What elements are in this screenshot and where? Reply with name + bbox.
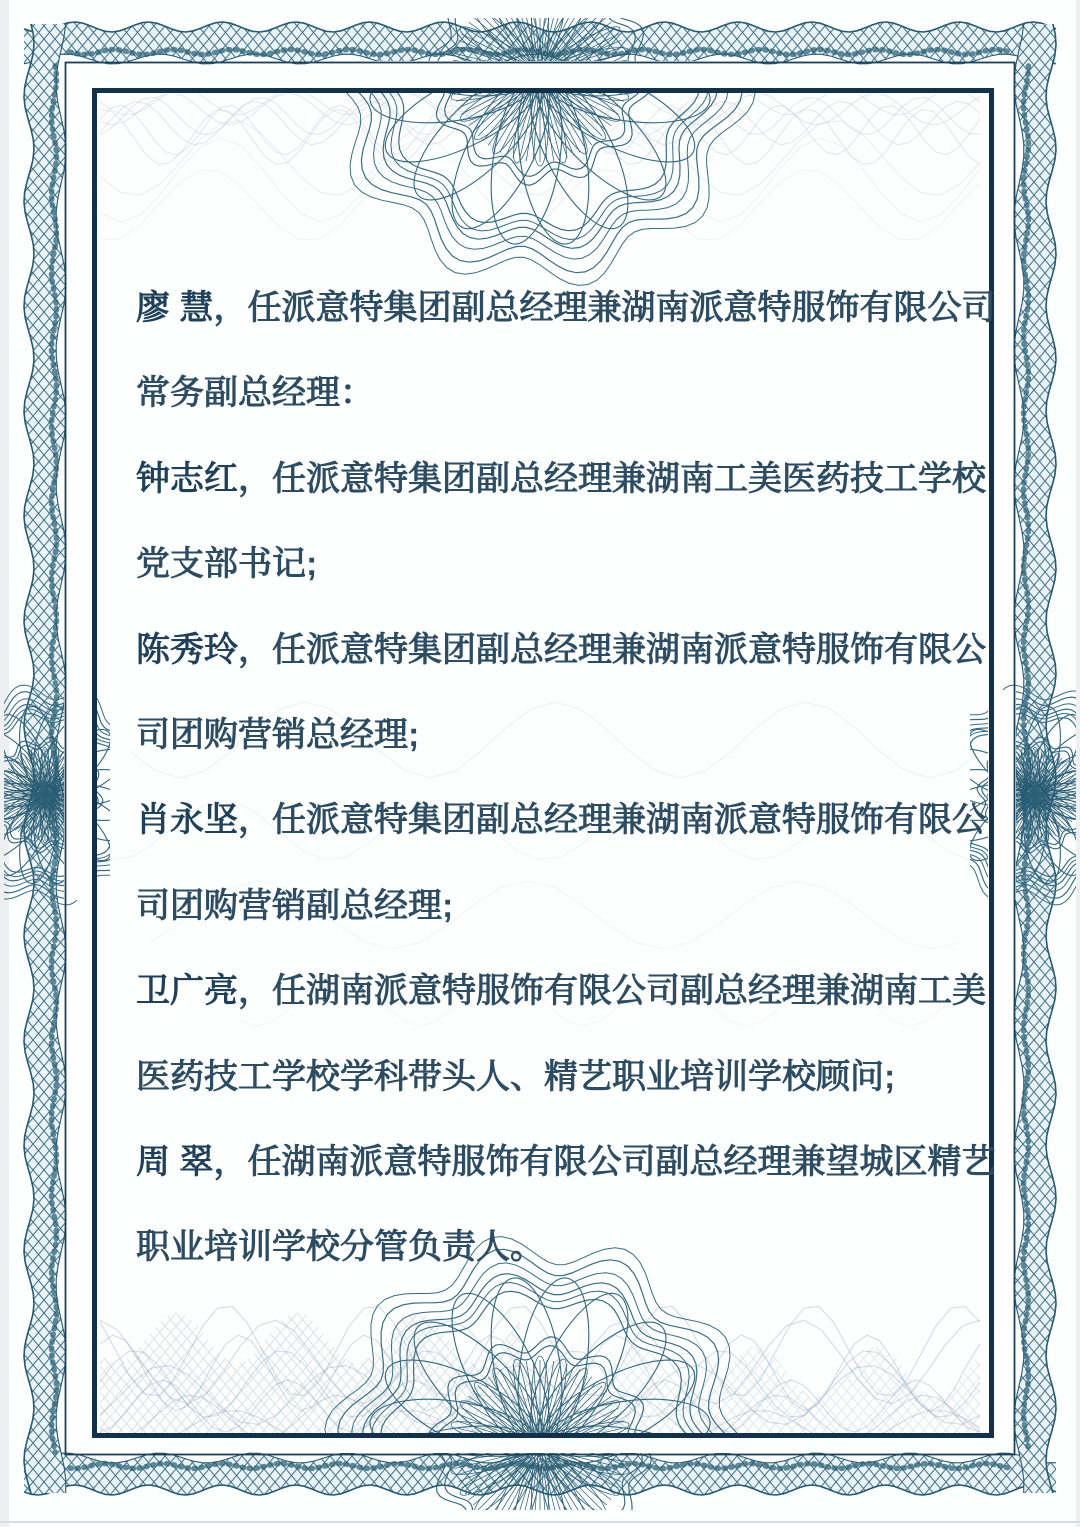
- person-name: 陈秀玲: [136, 630, 238, 669]
- appointment-entry: [136, 949, 1010, 1120]
- appointment-text: ，任湖南派意特服饰有限公司副总经理兼望城区精艺职业培训学校分管负责人。: [136, 1143, 996, 1267]
- appointment-text: ，任派意特集团副总经理兼湖南派意特服饰有限公司常务副总经理：: [136, 289, 996, 413]
- appointment-entry: [136, 266, 1010, 437]
- appointment-text: ，任派意特集团副总经理兼湖南工美医药技工学校党支部书记;: [136, 459, 986, 584]
- appointment-text: ，任湖南派意特服饰有限公司副总经理兼湖南工美医药技工学校学科带头人、精艺职业培训学校顾问;: [136, 972, 986, 1096]
- appointment-entry: [136, 437, 1010, 608]
- person-name: 肖永坚: [136, 801, 238, 840]
- appointment-list: [136, 266, 1010, 1291]
- appointment-entry: [136, 778, 1010, 949]
- person-name: 钟志红: [136, 459, 238, 498]
- appointment-entry: [136, 1120, 1010, 1291]
- person-name: 卫广亮: [136, 972, 238, 1011]
- appointment-text: ，任派意特集团副总经理兼湖南派意特服饰有限公司团购营销总经理;: [136, 630, 986, 755]
- appointment-entry: [136, 608, 1010, 779]
- person-name: 廖 慧: [136, 289, 214, 327]
- person-name: 周 翠: [136, 1143, 214, 1182]
- appointment-text: ，任派意特集团副总经理兼湖南派意特服饰有限公司团购营销副总经理;: [136, 801, 986, 925]
